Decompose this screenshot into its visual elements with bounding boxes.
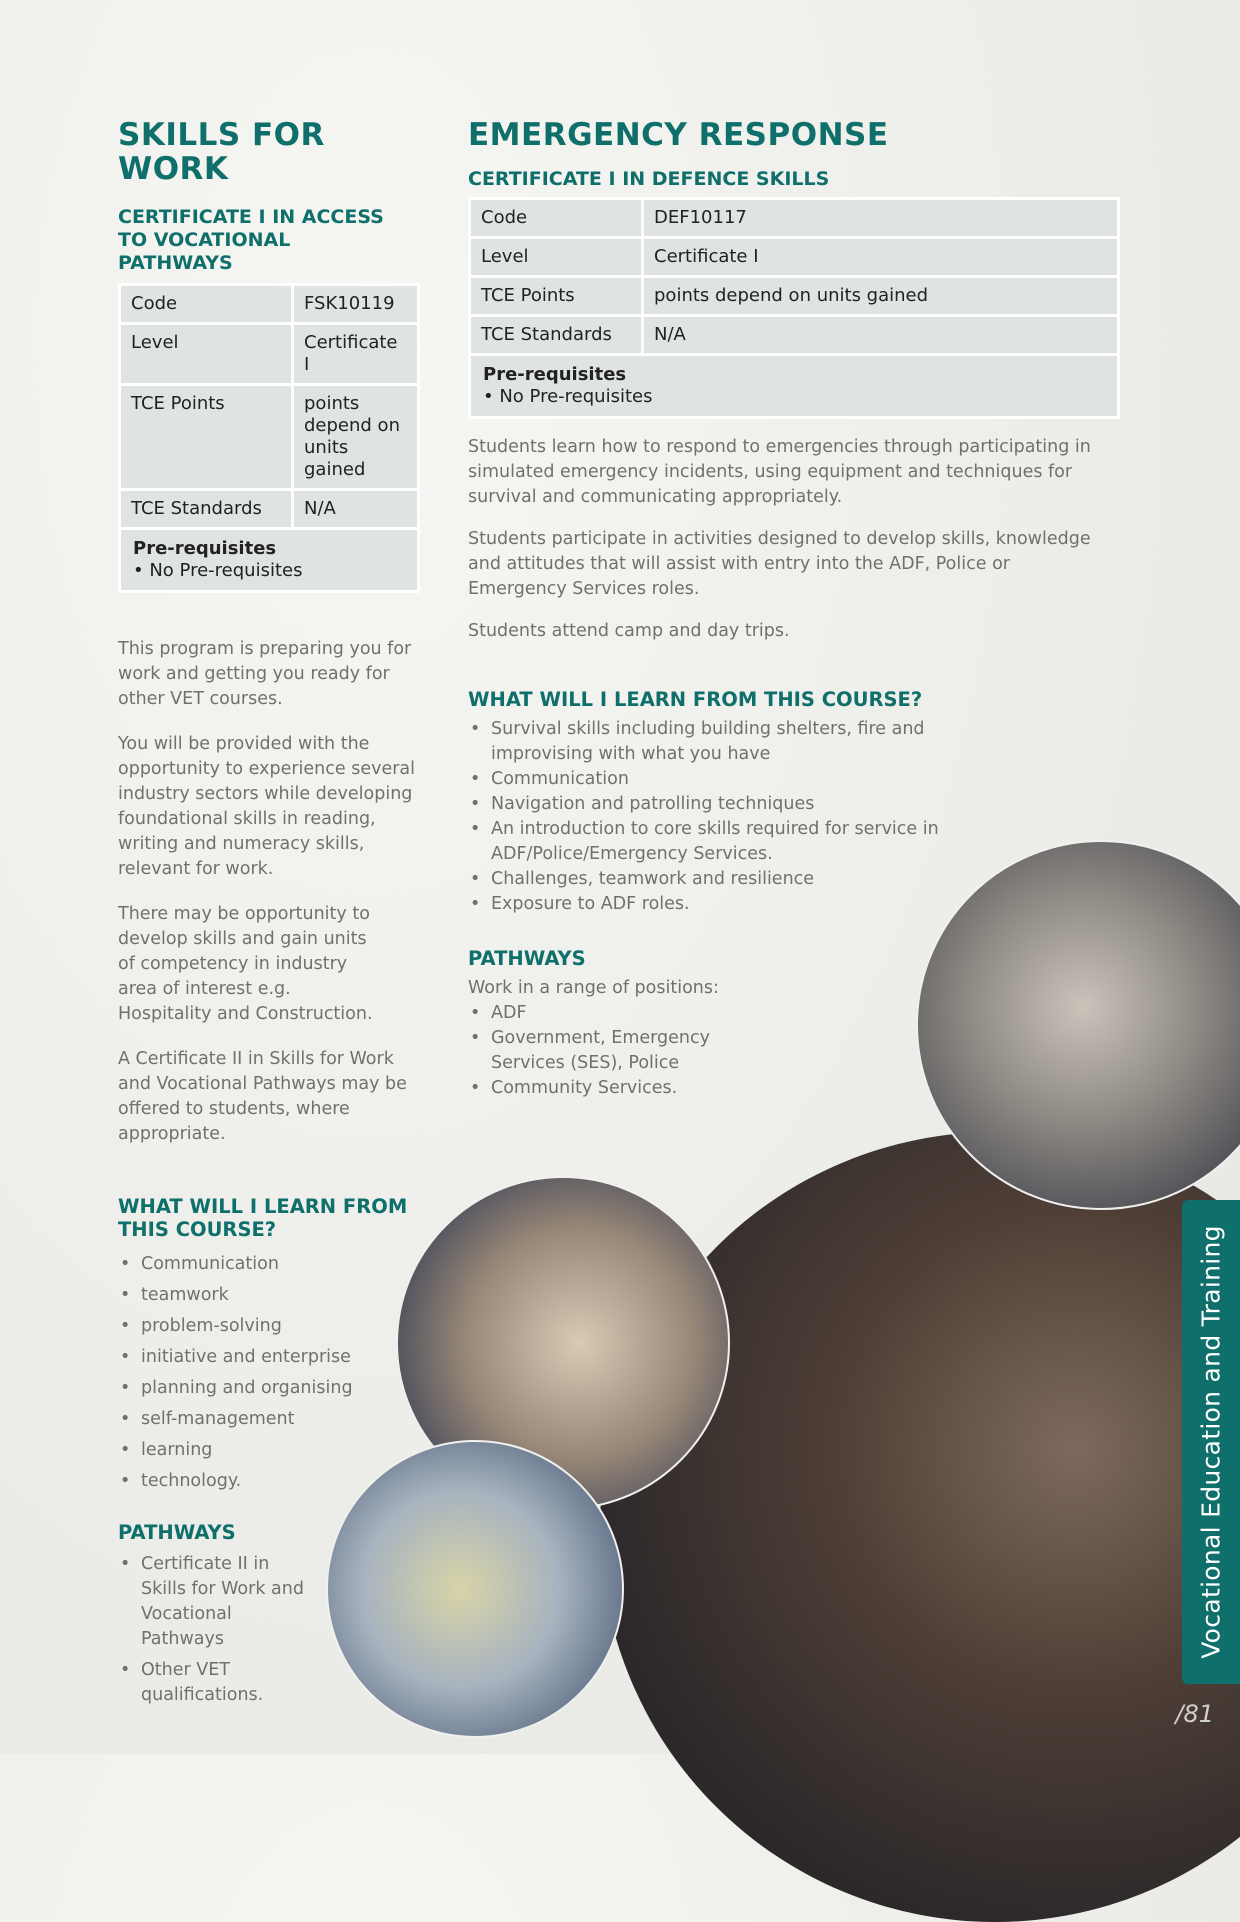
left-paragraph: There may be opportunity to develop skills and gain units of competency in industry area of interest e.g. Hospitality and Construction. [118, 904, 373, 1024]
table-row [121, 530, 417, 590]
table-row [121, 286, 417, 322]
table-label: Code [471, 200, 641, 236]
table-value: FSK10119 [294, 286, 417, 322]
list-item: • An introduction to core skills required for service in ADF/Police/Emergency Services. [468, 817, 951, 867]
table-label: Level [471, 239, 641, 275]
table-row [471, 317, 1117, 353]
list-item: • Navigation and patrolling techniques [468, 792, 1058, 817]
right-subtitle: CERTIFICATE I IN DEFENCE SKILLS [468, 168, 830, 190]
right-pathways-list [468, 1001, 738, 1101]
left-title: SKILLS FOR WORK [118, 117, 325, 187]
left-pathways-heading: PATHWAYS [118, 1521, 236, 1544]
prereq-title: Pre-requisites [133, 538, 277, 559]
list-item: • initiative and enterprise [118, 1342, 420, 1373]
prereq-cell [471, 356, 1117, 416]
prereq-item: • No Pre-requisites [133, 560, 303, 581]
section-side-tab [1182, 1200, 1240, 1684]
list-item: • learning [118, 1435, 420, 1466]
list-item: • Certificate II in Skills for Work and Vocational Pathways [118, 1552, 308, 1652]
table-value: points depend on units gained [294, 386, 417, 488]
list-item: • Survival skills including building shelters, fire and improvising with what you have [468, 717, 1011, 767]
prereq-cell [121, 530, 417, 590]
list-item: • problem-solving [118, 1311, 420, 1342]
list-item: • Communication [118, 1249, 420, 1280]
left-pathways-list [118, 1552, 308, 1708]
table-value: N/A [644, 317, 1117, 353]
table-row [471, 278, 1117, 314]
right-body [468, 435, 1120, 644]
list-item: • technology. [118, 1466, 420, 1497]
prereq-item-text: No Pre-requisites [499, 386, 653, 407]
list-item: • planning and organising [118, 1373, 420, 1404]
table-label: TCE Standards [471, 317, 641, 353]
table-label: TCE Standards [121, 491, 291, 527]
table-label: Code [121, 286, 291, 322]
left-learn-heading: WHAT WILL I LEARN FROM THIS COURSE? [118, 1195, 408, 1241]
list-item: • Communication [468, 767, 1058, 792]
right-learn-list [468, 717, 1058, 917]
right-paragraph: Students participate in activities designed to develop skills, knowledge and attitudes that will assist with entry into the ADF, Police or Emergency Services roles. [468, 529, 1091, 599]
left-learn-list [118, 1249, 420, 1497]
emergency-response-column [468, 118, 1120, 1101]
left-paragraph: You will be provided with the opportunity to experience several industry sectors while developing foundational skills in reading, writing and numeracy skills, relevant for work. [118, 734, 415, 879]
list-item: • Community Services. [468, 1076, 738, 1101]
table-value: DEF10117 [644, 200, 1117, 236]
right-title: EMERGENCY RESPONSE [468, 117, 889, 153]
list-item: • Challenges, teamwork and resilience [468, 867, 1058, 892]
table-row [471, 356, 1117, 416]
left-subtitle: CERTIFICATE I IN ACCESS TO VOCATIONAL PATHWAYS [118, 206, 384, 274]
table-value: Certificate I [294, 325, 417, 383]
table-row [471, 239, 1117, 275]
right-paragraph: Students attend camp and day trips. [468, 621, 790, 641]
right-pathways-intro: Work in a range of positions: [468, 978, 719, 998]
table-label: TCE Points [471, 278, 641, 314]
prereq-title: Pre-requisites [483, 364, 627, 385]
table-label: TCE Points [121, 386, 291, 488]
prereq-item-text: No Pre-requisites [149, 560, 303, 581]
skills-for-work-column [118, 118, 420, 1708]
list-item: • Government, Emergency Services (SES), Police [468, 1026, 738, 1076]
left-course-table [118, 283, 420, 593]
right-paragraph: Students learn how to respond to emergencies through participating in simulated emergency incidents, using equipment and techniques for survival and communicating appropriately. [468, 437, 1091, 507]
table-row [121, 325, 417, 383]
page-number: /81 [1175, 1700, 1214, 1728]
prereq-item: • No Pre-requisites [483, 386, 653, 407]
list-item: • Other VET qualifications. [118, 1658, 308, 1708]
left-body [118, 637, 420, 1147]
right-learn-heading: WHAT WILL I LEARN FROM THIS COURSE? [468, 688, 923, 711]
list-item: • Exposure to ADF roles. [468, 892, 1058, 917]
side-tab-label: Vocational Education and Training [1196, 1225, 1226, 1659]
table-row [471, 200, 1117, 236]
left-paragraph: This program is preparing you for work and getting you ready for other VET courses. [118, 639, 412, 709]
table-row [121, 386, 417, 488]
list-item: • self-management [118, 1404, 420, 1435]
right-course-table [468, 197, 1120, 419]
table-label: Level [121, 325, 291, 383]
list-item: • ADF [468, 1001, 738, 1026]
table-value: points depend on units gained [644, 278, 1117, 314]
table-row [121, 491, 417, 527]
table-value: N/A [294, 491, 417, 527]
right-pathways-heading: PATHWAYS [468, 947, 586, 970]
left-paragraph: A Certificate II in Skills for Work and Vocational Pathways may be offered to students, where appropriate. [118, 1049, 407, 1144]
table-value: Certificate I [644, 239, 1117, 275]
list-item: • teamwork [118, 1280, 420, 1311]
